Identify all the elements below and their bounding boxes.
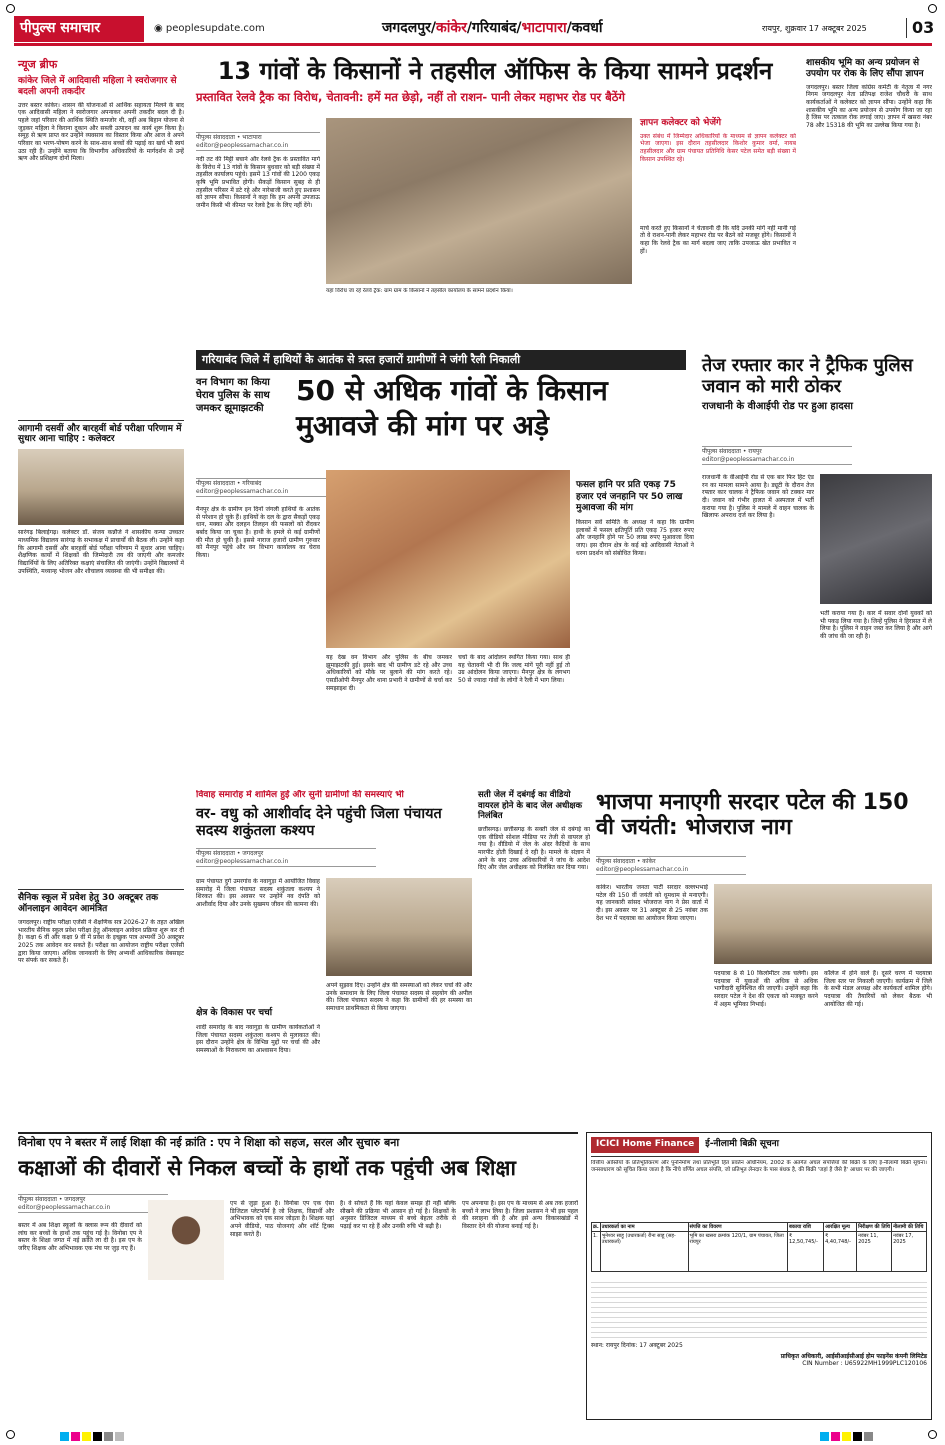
brief-body: जगदलपुर। बस्तर जिला कांग्रेस कमेटी के नेतृत्व में नगर निगम जगदलपुर नेता प्रतिपक्ष राजेश चौधरी के साथ कार्यकर्ताओं ने कलेक्टर को ज्ञापन सौंपा। उन्होंने कहा कि शासकीय भूमि का अन्य प्रयोजन से उपयोग किया जा रहा है जिस पर तत्काल रोक लगाई जाए। ज्ञापन में खसरा नंबर 78 और 15318 की भूमि का उल्लेख किया गया है। <box>806 83 932 129</box>
brief-headline: आगामी दसवीं और बारहवीं बोर्ड परीक्षा परिणाम में सुधार आना चाहिए : कलेक्टर <box>18 420 184 446</box>
article-body: चर्चा के बाद आंदोलन स्थगित किया गया। साथ ही यह चेतावनी भी दी कि जल्द मांगें पूरी नहीं हुई तो उग्र आंदोलन किया जाएगा। मैनपुर क्षेत्र के लगभग 50 से ज्यादा गांवों के लोगों ने रैली में भाग लिया। <box>458 654 570 685</box>
news-brief-column <box>18 58 184 1159</box>
article-body: मैनपुर क्षेत्र के ग्रामीण इन दिनों जंगली हाथियों के आतंक से परेशान हो चुके हैं। हाथियों के दल के द्वारा सैकड़ों एकड़ धान, मक्का और दलहन तिलहन की फसलों को रौंदकर बर्बाद किया जा चुका है। हाथी के हमले से कई ग्रामीणों की मौत हो चुकी है। इससे नाराज हजारों ग्रामीण गुरुवार को मैनपुर पहुंचे और वन विभाग कार्यालय का घेराव किया। <box>196 506 320 560</box>
right-brief <box>806 58 932 324</box>
photo-wedding <box>326 878 472 976</box>
subheadline: क्षेत्र के विकास पर चर्चा <box>196 1008 273 1018</box>
side-label: वन विभाग का किया घेराव पुलिस के साथ जमकर झूमाझटकी <box>196 377 270 414</box>
byline: पीपुल्स संवाददाता • जगदलपुर editor@peoplessamachar.co.in <box>18 1194 168 1213</box>
byline: पीपुल्स संवाददाता • गरियाबंद editor@peoplessamachar.co.in <box>196 478 376 497</box>
brief-headline: शासकीय भूमि का अन्य प्रयोजन से उपयोग पर रोक के लिए सौंपा ज्ञापन <box>806 58 924 79</box>
ad-fine-print <box>591 1278 927 1338</box>
photo-portrait <box>148 1200 224 1280</box>
photo-press-conference <box>714 884 932 964</box>
brief-body: उत्तर बस्तर कांकेर। शासन की योजनाओं से आर्थिक सहायता मिलने के बाद एक आदिवासी महिला ने स्वरोजगार अपनाकर अपनी तकदीर बदल दी है। पहले जहां परिवार की आर्थिक स्थिति कमजोर थी, वहीं अब बिहान योजना से जुड़कर महिला ने किराना दुकान और सब्जी उत्पादन का कार्य शुरू किया है। समूह से ऋण प्राप्त कर उन्होंने व्यवसाय का विस्तार किया और आज वे अपने परिवार का भरण-पोषण करने के साथ-साथ बच्चों की पढ़ाई का खर्च भी स्वयं उठा रही हैं। उन्होंने बताया कि विभागीय अधिकारियों के मार्गदर्शन से उन्हें ऋण और प्रशिक्षण दोनों मिला। <box>18 101 184 163</box>
color-bar <box>820 1432 875 1444</box>
headline: कक्षाओं की दीवारों से निकल बच्चों के हाथों तक पहुंची अब शिक्षा <box>18 1156 516 1180</box>
photo-farmers-protest <box>326 118 632 284</box>
headline: भाजपा मनाएगी सरदार पटेल की 150 वी जयंती: भोजराज नाग <box>596 790 909 841</box>
registration-mark <box>928 1430 937 1439</box>
article-body: है। वे सोचते हैं कि यहां केवल समझ ही नहीं बल्कि सीखने की प्रक्रिया भी आसान हो गई है। शिक्षकों के अनुसार डिजिटल माध्यम से बच्चे बेहतर तरीके से पढ़ाई कर पा रहे हैं और उनकी रुचि भी बढ़ी है। <box>340 1200 456 1231</box>
edition-list: जगदलपुर/कांकेर/गरियाबंद/भाटापारा/कवर्धा <box>382 20 603 36</box>
registration-mark <box>6 4 15 13</box>
article-body: यह देख वन विभाग और पुलिस के बीच जमकर झूमाझटकी हुई। इसके बाद भी ग्रामीण डटे रहे और उच्च अधिकारियों को मौके पर बुलाने की मांग करते रहे। एसडीओपी मैनपुर और थाना प्रभारी ने ग्रामीणों से चर्चा कर समझाइश दी। <box>326 654 452 692</box>
photo-caption: यहां विरोध जा रहे रेलवे ट्रैक: ग्राम ग्राम के किसानों ने तहसील कार्यालय के सामने प्रदर्शन किया। <box>326 288 513 294</box>
ad-signature: प्राधिकृत अधिकारी, आईसीआईसीआई होम फाइनेंस कंपनी लिमिटेड <box>780 1352 927 1360</box>
section-label: न्यूज ब्रीफ <box>18 58 58 71</box>
headline: वर- वधु को आशीर्वाद देने पहुंची जिला पंचायत सदस्य शकुंतला कश्यप <box>196 805 442 839</box>
article-body: छत्तीसगढ़। छत्तीसगढ़ के सक्ती जेल से दबंगई का एक वीडियो सोशल मीडिया पर तेजी से वायरल हो गया है। वीडियो में जेल के अंदर कैदियों के साथ मारपीट होती दिखाई दे रही है। मामले के संज्ञान में आने के बाद उच्च अधिकारियों ने जांच के आदेश दिए और जेल अधीक्षक को निलंबित कर दिया गया। <box>478 825 590 872</box>
ad-title: ई-नीलामी बिक्री सूचना <box>705 1139 780 1149</box>
color-bar <box>60 1432 126 1444</box>
article-body: बस्तर में अब शिक्षा स्कूलों के क्लास रूम की दीवारों को लांघ कर बच्चों के हाथों तक पहुंच गई है। विनोबा एप ने बस्तर के शिक्षा जगत में नई क्रांति ला दी है। इस एप के जरिए शिक्षक और अभिभावक एक मंच पर जुड़ गए हैं। <box>18 1222 142 1253</box>
article-body: एप अपनाया है। इस एप के माध्यम से अब तक हजारों बच्चों ने लाभ लिया है। जिला प्रशासन ने भी इस पहल की सराहना की है और इसे अन्य विकासखंडों में विस्तार देने की योजना बनाई गई है। <box>462 1200 578 1231</box>
subheadline: प्रस्तावित रेलवे ट्रैक का विरोध, चेतावनी: हमें मत छेड़ो, नहीं तो राशन- पानी लेकर महाभर रोड पर बैठेंगे <box>196 90 625 105</box>
classified-ad <box>586 1132 932 1420</box>
headline: सती जेल में दबंगई का वीडियो वायरल होने के बाद जेल अधीक्षक निलंबित <box>478 790 583 822</box>
brief-body: जगदलपुर। राष्ट्रीय परीक्षा एजेंसी ने शैक्षणिक सत्र 2026-27 के तहत अखिल भारतीय सैनिक स्कूल प्रवेश परीक्षा हेतु ऑनलाइन आवेदन प्रक्रिया शुरू कर दी है। कक्षा 6 वीं और कक्षा 9 वीं में प्रवेश के इच्छुक पात्र अभ्यर्थी 30 अक्टूबर 2025 तक आवेदन कर सकते हैं। परीक्षा का आयोजन राष्ट्रीय परीक्षा एजेंसी द्वारा किया जाएगा। अधिक जानकारी के लिए अभ्यर्थी आधिकारिक वेबसाइट पर संपर्क कर सकते हैं। <box>18 918 184 965</box>
top-story <box>196 58 794 105</box>
byline: पीपुल्स संवाददाता • जगदलपुर editor@peoplessamachar.co.in <box>196 848 376 867</box>
kicker: विवाह समारोह में शामिल हुईं और सुनी ग्रामीणों की समस्याएं भी <box>196 790 404 800</box>
dateline: रायपुर, शुक्रवार 17 अक्टूबर 2025 <box>762 24 867 33</box>
article-body: अपने सुझाव दिए। उन्होंने क्षेत्र की समस्याओं को लेकर चर्चा की और उनके समाधान के लिए जिला पंचायत सदस्य से सहयोग की अपील की। जिला पंचायत सदस्य ने कहा कि ग्रामीणों की हर समस्या का समाधान प्राथमिकता से किया जाएगा। <box>326 982 472 1013</box>
article-body: ग्राम पंचायत दुर्ग उमरगांव के नवागुड़ा में आयोजित विवाह समारोह में जिला पंचायत सदस्य शकुंतला कश्यप ने शिरकत की। इस अवसर पर उन्होंने नव दंपति को आशीर्वाद दिया और उनके सुखमय जीवन की कामना की। <box>196 878 320 909</box>
photo-villagers-rally <box>326 470 570 648</box>
registration-mark <box>928 4 937 13</box>
photo-car <box>820 474 932 604</box>
article-body: नदी तट की मिट्टी बचाने और रेलवे ट्रैक के प्रस्तावित मार्ग के विरोध में 13 गांवों के किसान बुधवार को बड़ी संख्या में तहसील कार्यालय पहुंचे। इसमें 13 गांवों की 1200 एकड़ कृषि भूमि प्रभावित होगी। सैकड़ों किसान सुबह से ही तहसील परिसर में डटे रहे और नारेबाजी करते हुए प्रशासन को ज्ञापन सौंपा। किसानों ने कहा कि हम अपनी उपजाऊ जमीन किसी भी कीमत पर रेलवे ट्रैक के लिए नहीं देंगे। <box>196 156 320 210</box>
bjp-story <box>596 790 932 841</box>
sidebar-headline: ज्ञापन कलेक्टर को भेजेंगे <box>640 118 722 128</box>
byline: पीपुल्स संवाददाता • भाटापारा editor@peoplessamachar.co.in <box>196 132 320 151</box>
sidebar-box <box>640 118 796 342</box>
brief-headline: सैनिक स्कूल में प्रवेश हेतु 30 अक्टूबर तक ऑनलाइन आवेदन आमंत्रित <box>18 889 184 915</box>
photo-meeting <box>18 449 184 525</box>
ad-footer: स्थान: रायपुर दिनांक: 17 अक्टूबर 2025 <box>591 1341 683 1349</box>
brand-logo: पीपुल्स समाचार <box>14 16 144 42</box>
jail-story <box>478 790 590 1104</box>
article-body: कांकेर। भारतीय जनता पार्टी सरदार वल्लभभाई पटेल की 150 वीं जयंती को धूमधाम से मनाएगी। यह जानकारी सांसद भोजराज नाग ने प्रेस वार्ता में दी। इस अवसर पर 31 अक्टूबर से 25 नवंबर तक देश भर में पदयात्रा का आयोजन किया जाएगा। <box>596 884 708 922</box>
car-story <box>702 356 932 414</box>
article-body: शादी समारोह के बाद नवागुड़ा के ग्रामीण कार्यकर्ताओं ने जिला पंचायत सदस्य शकुंतला कश्यप से मुलाकात की। इस दौरान उन्होंने क्षेत्र के विभिन्न मुद्दों पर चर्चा की और समस्याओं के निराकरण का आश्वासन दिया। <box>196 1024 320 1055</box>
masthead <box>14 16 935 46</box>
registration-mark <box>6 1430 15 1439</box>
brief-headline: कांकेर जिले में आदिवासी महिला ने स्वरोजगार से बदली अपनी तकदीर <box>18 76 177 97</box>
page-number: 03 <box>906 18 934 38</box>
kicker: विनोबा एप ने बस्तर में लाई शिक्षा की नई क्रांति : एप ने शिक्षा को सहज, सरल और सुचारु बना <box>18 1132 578 1150</box>
sidebar-body: उक्त संबंध में जिम्मेदार अधिकारियों के माध्यम से ज्ञापन कलेक्टर को भेजा जाएगा। इस दौरान तहसीलदार किशोर कुमार वर्मा, नायब तहसीलदार और ग्राम पंचायत प्रतिनिधि केसर पटेल समेत बड़ी संख्या में किसान उपस्थित रहे। <box>640 132 796 163</box>
headline: तेज रफ्तार कार ने ट्रैफिक पुलिस जवान को मारी ठोकर <box>702 355 913 397</box>
ad-brand-logo: ICICI Home Finance <box>591 1137 699 1153</box>
ad-cin: CIN Number : U65922MH1999PLC120106 <box>802 1360 927 1368</box>
ad-body: वित्तीय आस्तियों के प्रतिभूतिकरण और पुनर्निर्माण तथा प्रतिभूति हित प्रवर्तन अधिनियम, 2002 के अंतर्गत अचल संपत्तियों की बिक्री के लिए ई-नीलामी बिक्री सूचना। जनसाधारण को सूचित किया जाता है कि नीचे वर्णित अचल संपत्ति, जो प्रतिभूत लेनदार के पास बंधक है, की बिक्री 'जहां है जैसे है' आधार पर की जाएगी। <box>591 1159 927 1173</box>
brief-body: सारंगढ़ बिलाईगढ़। कलेक्टर डॉ. संजय कन्नौजे ने शासकीय कन्या उच्चतर माध्यमिक विद्यालय सारंगढ़ के सभाकक्ष में प्राचार्यों की बैठक ली। उन्होंने कहा कि आगामी दसवीं और बारहवीं बोर्ड परीक्षा परिणाम में सुधार आना चाहिए। शैक्षणिक कार्यों में शिक्षकों की जिम्मेदारी तय की जाएगी और कमजोर विद्यार्थियों के लिए अतिरिक्त कक्षाएं संचालित की जाएंगी। उन्होंने विद्यालयों में उपस्थिति, मध्यान्ह भोजन और शौचालय व्यवस्था की भी समीक्षा की। <box>18 529 184 575</box>
article-body: पदयात्रा 8 से 10 किलोमीटर तक चलेगी। इस पदयात्रा में युवाओं की अधिक से अधिक भागीदारी सुनिश्चित की जाएगी। उन्होंने कहा कि सरदार पटेल ने देश की एकता को मजबूत करने में अहम भूमिका निभाई। <box>714 970 818 1008</box>
wedding-story <box>196 790 472 840</box>
kicker-bar: गरियाबंद जिले में हाथियों के आतंक से त्रस्त हजारों ग्रामीणों ने जंगी रैली निकाली <box>196 350 686 370</box>
website[interactable]: ◉ peoplesupdate.com <box>154 23 265 34</box>
article-body: भर्ती कराया गया है। कार में सवार दोनों युवकों को भी पकड़ लिया गया है। जिन्हें पुलिस ने हिरासत में ले लिया है। पुलिस ने वाहन जब्त कर लिया है और आगे की जांच की जा रही है। <box>820 610 932 641</box>
sidebar-body: मार्च करते हुए किसानों ने चेतावनी दी कि यदि उनकी मांगें नहीं मानी गई तो वे राशन-पानी लेकर महाभर रोड पर बैठने को मजबूर होंगे। किसानों ने कहा कि रेलवे ट्रैक का मार्ग बदला जाए ताकि उपजाऊ खेत प्रभावित न हों। <box>640 224 796 255</box>
headline: 50 से अधिक गांवों के किसान मुआवजे की मांग पर अड़े <box>296 374 608 442</box>
subheadline: राजधानी के वीआईपी रोड पर हुआ हादसा <box>702 401 853 413</box>
auction-table: क्र. उधारकर्ता का नाम संपत्ति का विवरण बकाया राशि आरक्षित मूल्य निरीक्षण की तिथि नीलामी की तिथि 1. भुनेश्वर साहू (उधारकर्ता) रीना साहू (सह-उधारकर्ता) भूमि का खसरा क्रमांक 120/1, ग्राम पंचायत, जिला रायपुर ₹ 12,50,745/- ₹ 4,40,748/- नवंबर 11, 2025 नवंबर 17, 2025 <box>591 1222 927 1272</box>
byline: पीपुल्स संवाददाता • रायपुर editor@peoplessamachar.co.in <box>702 446 852 465</box>
headline: 13 गांवों के किसानों ने तहसील ऑफिस के किया सामने प्रदर्शन <box>217 57 773 85</box>
pull-quote: फसल हानि पर प्रति एकड़ 75 हजार एवं जनहानि पर 50 लाख मुआवजा की मांग किसान सर्वे समिति के अध्यक्ष ने कहा कि ग्रामीण इलाकों में फसल क्षतिपूर्ति प्रति एकड़ 75 हजार रुपए और जनहानि होने पर 50 लाख रुपए मुआवजा दिया जाए। इस दौरान क्षेत्र के कई बड़े आदिवासी नेताओं ने धरना प्रदर्शन को संबोधित किया। <box>576 480 694 557</box>
article-body: एप से जुड़ा हुआ है। विनोबा एप एक ऐसा डिजिटल प्लेटफॉर्म है जो शिक्षक, विद्यार्थी और अभिभावक को एक साथ जोड़ता है। शिक्षक यहां अपने वीडियो, पाठ योजनाएं और शॉर्ट ट्रिक्स साझा करते हैं। <box>230 1200 334 1238</box>
globe-icon: ◉ <box>154 23 166 34</box>
article-body: राजधानी के वीआईपी रोड से एक बार फिर हिट एंड रन का मामला सामने आया है। ड्यूटी के दौरान तेज रफ्तार कार चालक ने ट्रैफिक जवान को टक्कर मार दी। जवान को गंभीर हालत में अस्पताल में भर्ती कराया गया है। पुलिस ने मामले में वाहन चालक के खिलाफ अपराध दर्ज कर लिया है। <box>702 474 814 520</box>
byline: पीपुल्स संवाददाता • कांकेर editor@peoplessamachar.co.in <box>596 856 746 875</box>
article-body: कॉलेज में होने वाले हैं। दूसरे चरण में पदयात्रा जिला स्तर पर निकाली जाएगी। कार्यक्रम में जिले के सभी मंडल अध्यक्ष और कार्यकर्ता शामिल होंगे। पदयात्रा की तैयारियों को लेकर बैठक भी आयोजित की गई। <box>824 970 932 1008</box>
table-row: 1. भुनेश्वर साहू (उधारकर्ता) रीना साहू (सह-उधारकर्ता) भूमि का खसरा क्रमांक 120/1, ग्राम पंचायत, जिला रायपुर ₹ 12,50,745/- ₹ 4,40,748/- नवंबर 11, 2025 नवंबर 17, 2025 <box>592 1231 927 1271</box>
